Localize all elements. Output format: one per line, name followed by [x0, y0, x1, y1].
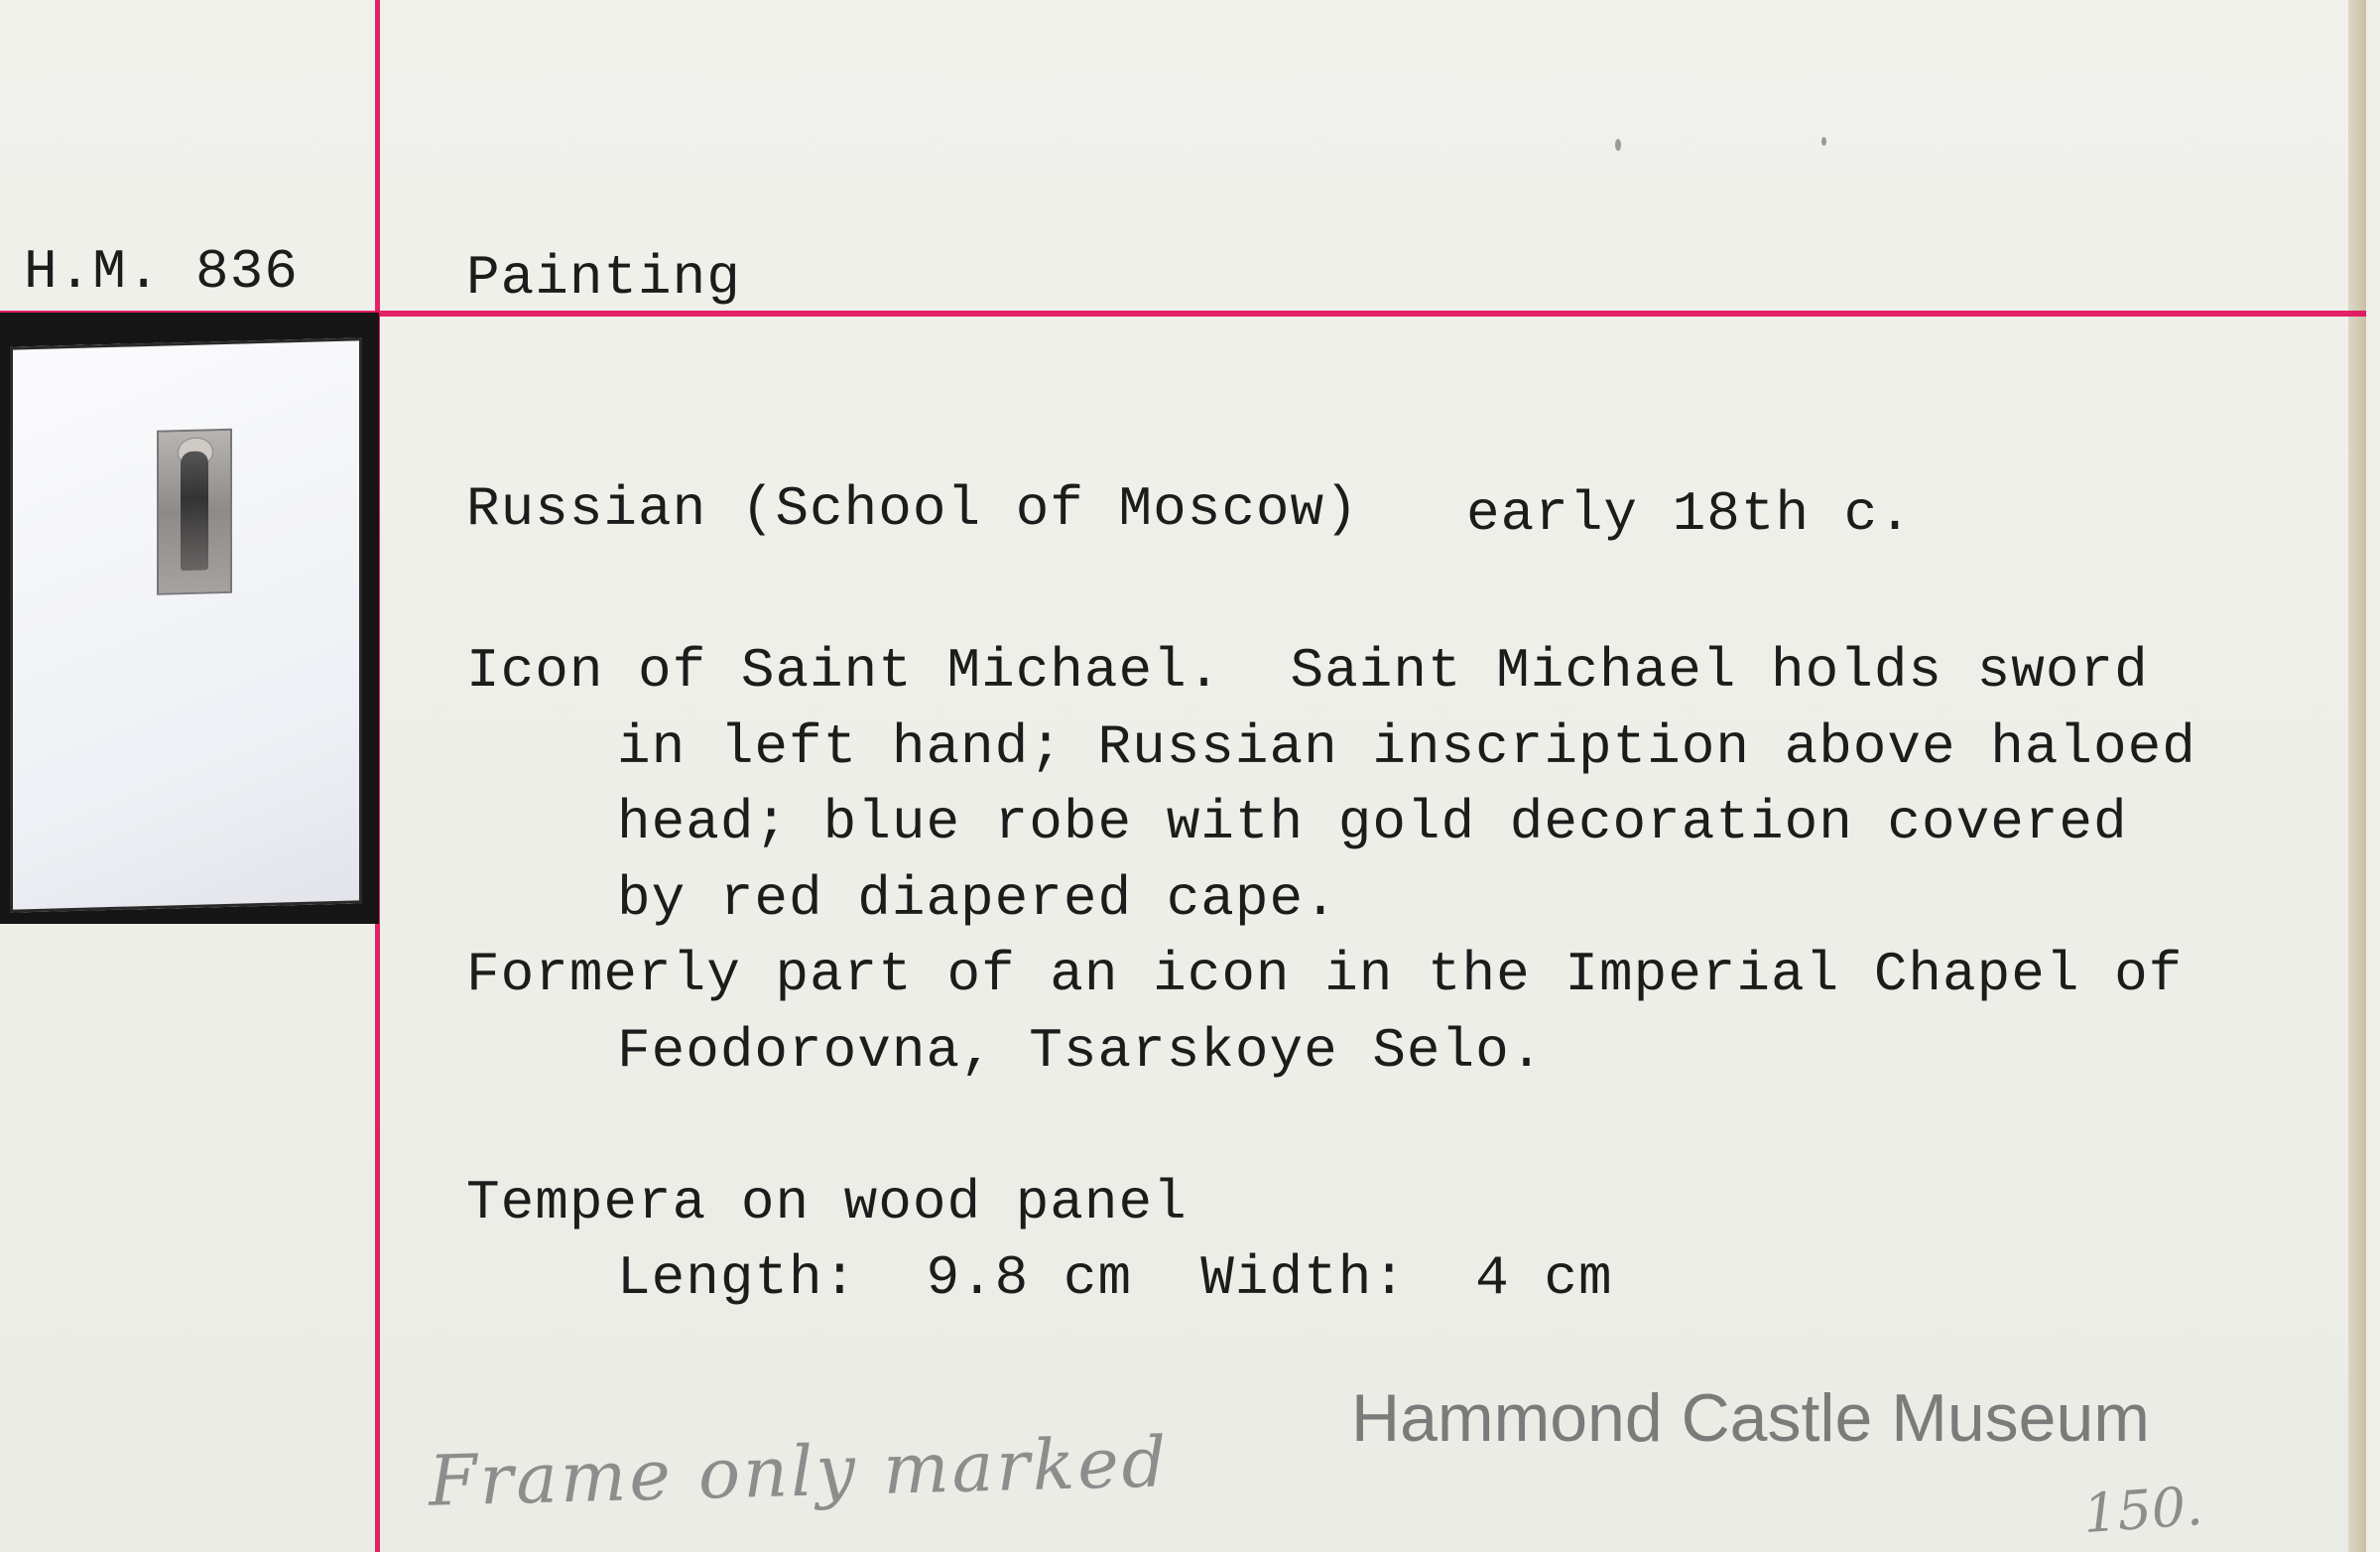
description-line: Formerly part of an icon in the Imperial Chapel of — [466, 943, 2184, 1006]
description-line: Length: 9.8 cm Width: 4 cm — [617, 1246, 1613, 1310]
description-line: Feodorovna, Tsarskoye Selo. — [617, 1018, 1545, 1083]
photo-mat — [10, 337, 362, 912]
handwritten-number: 150. — [2080, 1474, 2205, 1546]
description-line: in left hand; Russian inscription above haloed — [617, 714, 2196, 779]
card-edge — [2348, 0, 2366, 1552]
saint-figure-icon — [181, 451, 208, 571]
date: early 18th c. — [1466, 482, 1913, 546]
description-line: Icon of Saint Michael. Saint Michael holds sword — [466, 639, 2149, 703]
description-line: by red diapered cape. — [617, 866, 1338, 931]
handwritten-note: Frame only marked — [428, 1421, 1171, 1522]
description-line — [466, 1089, 2196, 1165]
description-line: Tempera on wood panel — [466, 1170, 1188, 1234]
description-line: head; blue robe with gold decoration covered — [617, 791, 2128, 854]
speck — [1615, 139, 1621, 151]
description-block — [466, 633, 2196, 1317]
watermark: Hammond Castle Museum — [1351, 1380, 2150, 1456]
object-photo — [0, 313, 379, 924]
category: Painting — [466, 246, 741, 310]
origin: Russian (School of Moscow) — [466, 477, 1359, 541]
speck — [1821, 137, 1826, 146]
catalog-number: H.M. 836 — [24, 240, 299, 304]
icon-panel-image — [157, 429, 232, 595]
